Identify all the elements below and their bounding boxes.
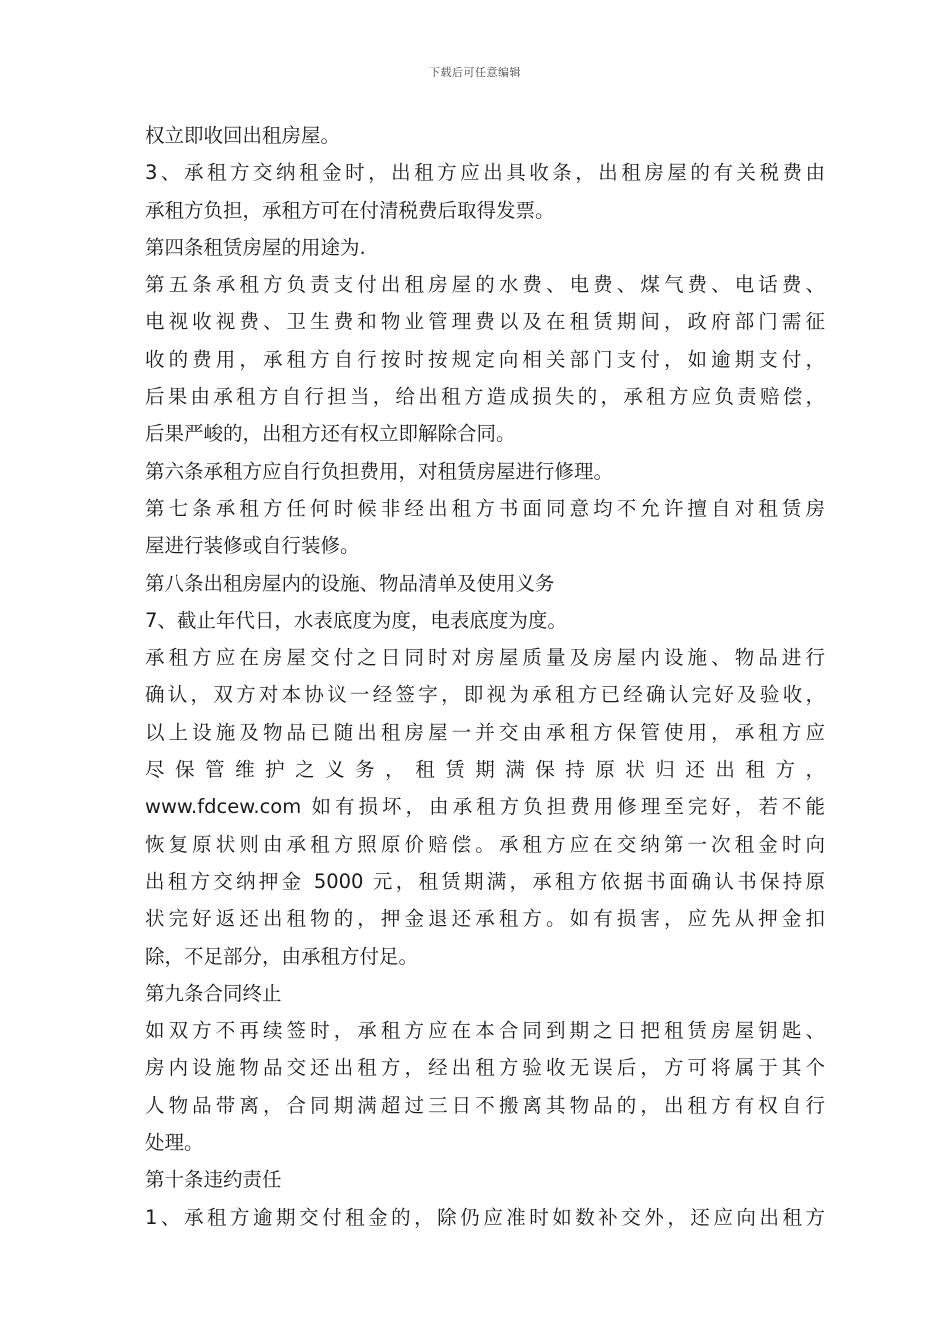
text-line: 第五条承租方负责支付出租房屋的水费、电费、煤气费、电话费、 [145,273,825,297]
text-line: 收的费用，承租方自行按时按规定向相关部门支付，如逾期支付， [145,347,825,371]
text-line: 除，不足部分，由承租方付足。 [145,944,419,968]
text-line: 承租方应在房屋交付之日同时对房屋质量及房屋内设施、物品进行 [145,646,825,670]
text-line: 7、截止年代日，水表底度为度，电表底度为度。 [145,608,567,632]
text-line: 后果由承租方自行担当，给出租方造成损失的，承租方应负责赔偿， [145,385,825,409]
text-line: 电视收视费、卫生费和物业管理费以及在租赁期间，政府部门需征 [145,310,825,334]
text-line: 人物品带离，合同期满超过三日不搬离其物品的，出租方有权自行 [145,1093,825,1117]
text-line: 第九条合同终止 [145,981,282,1005]
text-line: 出租方交纳押金 5000 元，租赁期满，承租方依据书面确认书保持原 [145,869,825,893]
text-line: 第十条违约责任 [145,1168,282,1192]
text-line: 3、承租方交纳租金时，出租方应出具收条，出租房屋的有关税费由 [145,161,825,185]
text-line: 尽 保 管 维 护 之 义 务 ， 租 赁 期 满 保 持 原 状 归 还 出 租 方 ， [145,758,825,782]
text-line: 承租方负担，承租方可在付清税费后取得发票。 [145,198,555,222]
text-line: 处理。 [145,1131,204,1155]
text-line: 后果严峻的，出租方还有权立即解除合同。 [145,422,516,446]
text-line: 恢复原状则由承租方照原价赔偿。承租方应在交纳第一次租金时向 [145,832,825,856]
text-line: 状完好返还出租物的，押金退还承租方。如有损害，应先从押金扣 [145,907,825,931]
text-line: 第四条租赁房屋的用途为. [145,235,366,259]
text-line: 第六条承租方应自行负担费用，对租赁房屋进行修理。 [145,459,614,483]
text-line: 1、承租方逾期交付租金的，除仍应准时如数补交外，还应向出租方 [145,1205,825,1229]
header-note: 下载后可任意编辑 [429,66,521,79]
text-line: 第七条承租方任何时候非经出租方书面同意均不允许擅自对租赁房 [145,496,825,520]
text-line: 以上设施及物品已随出租房屋一并交由承租方保管使用，承租方应 [145,720,825,744]
text-line: 权立即收回出租房屋。 [145,124,341,147]
text-line: 确认，双方对本协议一经签字，即视为承租方已经确认完好及验收， [145,683,825,707]
text-line: 房内设施物品交还出租方，经出租方验收无误后，方可将属于其个 [145,1056,825,1080]
document-body [145,117,825,1236]
text-line: 屋进行装修或自行装修。 [145,534,360,558]
text-line: 如双方不再续签时，承租方应在本合同到期之日把租赁房屋钥匙、 [145,1019,825,1043]
text-line: 第八条出租房屋内的设施、物品清单及使用义务 [145,571,555,595]
text-line: www.fdcew.com 如有损坏，由承租方负担费用修理至完好，若不能 [145,795,825,819]
